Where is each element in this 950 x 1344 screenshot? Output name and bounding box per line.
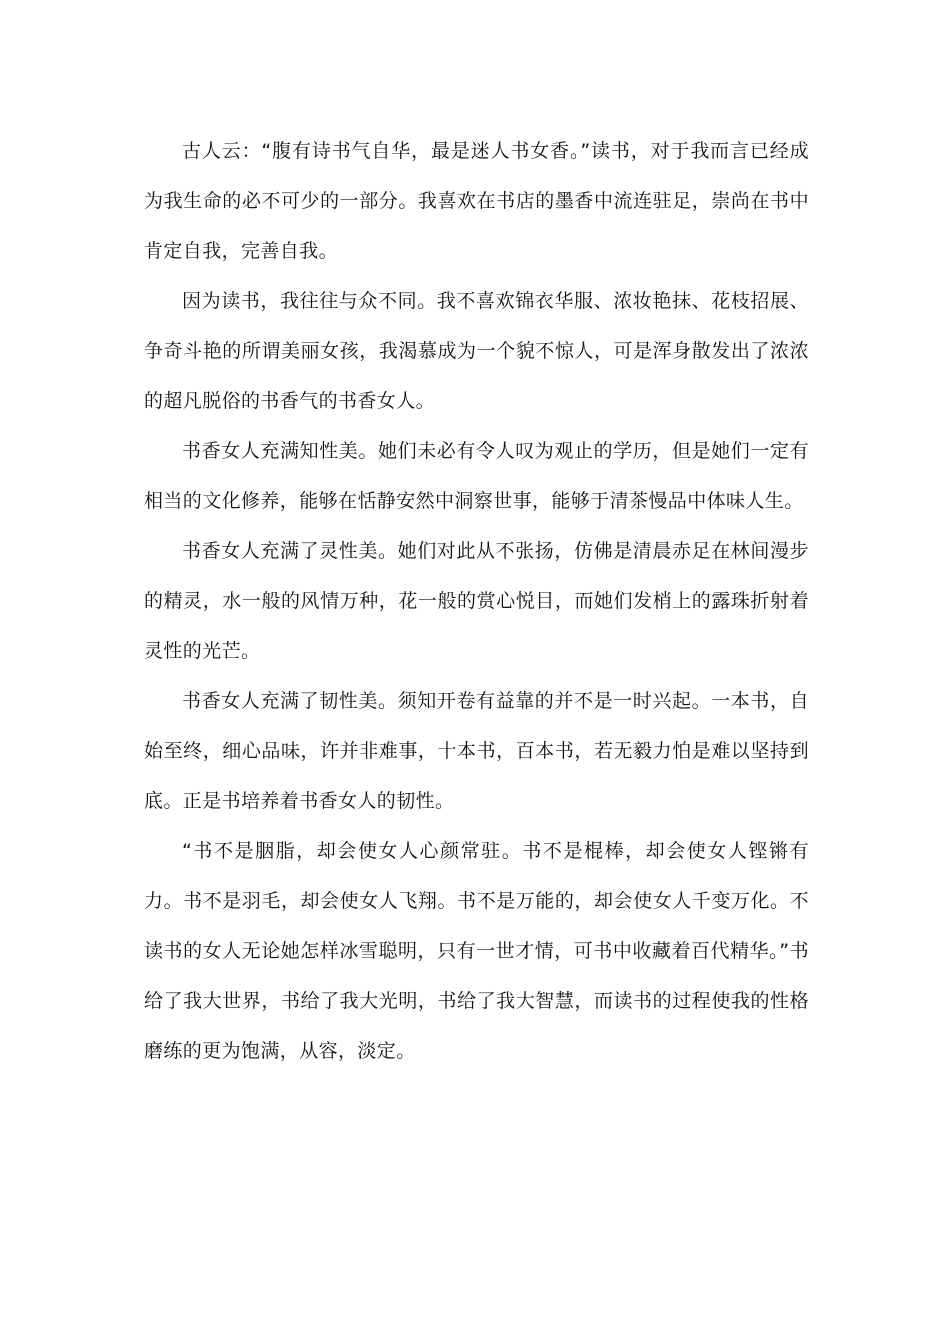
paragraph-1: 古人云：“腹有诗书气自华，最是迷人书女香。”读书，对于我而言已经成为我生命的必不可少的一部分。我喜欢在书店的墨香中流连驻足，崇尚在书中肯定自我，完善自我。: [144, 140, 809, 262]
paragraph-4: 书香女人充满了灵性美。她们对此从不张扬，仿佛是清晨赤足在林间漫步的精灵，水一般的风情万种，花一般的赏心悦目，而她们发梢上的露珠折射着灵性的光芒。: [144, 540, 809, 662]
paragraph-3: 书香女人充满知性美。她们未必有令人叹为观止的学历，但是她们一定有相当的文化修养，能够在恬静安然中洞察世事，能够于清茶慢品中体味人生。: [144, 440, 809, 512]
paragraph-2: 因为读书，我往往与众不同。我不喜欢锦衣华服、浓妆艳抹、花枝招展、争奇斗艳的所谓美丽女孩，我渴慕成为一个貌不惊人，可是浑身散发出了浓浓的超凡脱俗的书香气的书香女人。: [144, 290, 809, 412]
paragraph-6: “书不是胭脂，却会使女人心颜常驻。书不是棍棒，却会使女人铿锵有力。书不是羽毛，却会使女人飞翔。书不是万能的，却会使女人千变万化。不读书的女人无论她怎样冰雪聪明，只有一世才情，可书中收藏着百代精华。”书给了我大世界，书给了我大光明，书给了我大智慧，而读书的过程使我的性格磨练的更为饱满，从容，淡定。: [144, 840, 809, 1062]
document-body: [144, 126, 809, 1076]
paragraph-5: 书香女人充满了韧性美。须知开卷有益靠的并不是一时兴起。一本书，自始至终，细心品味，许并非难事，十本书，百本书，若无毅力怕是难以坚持到底。正是书培养着书香女人的韧性。: [144, 690, 809, 812]
